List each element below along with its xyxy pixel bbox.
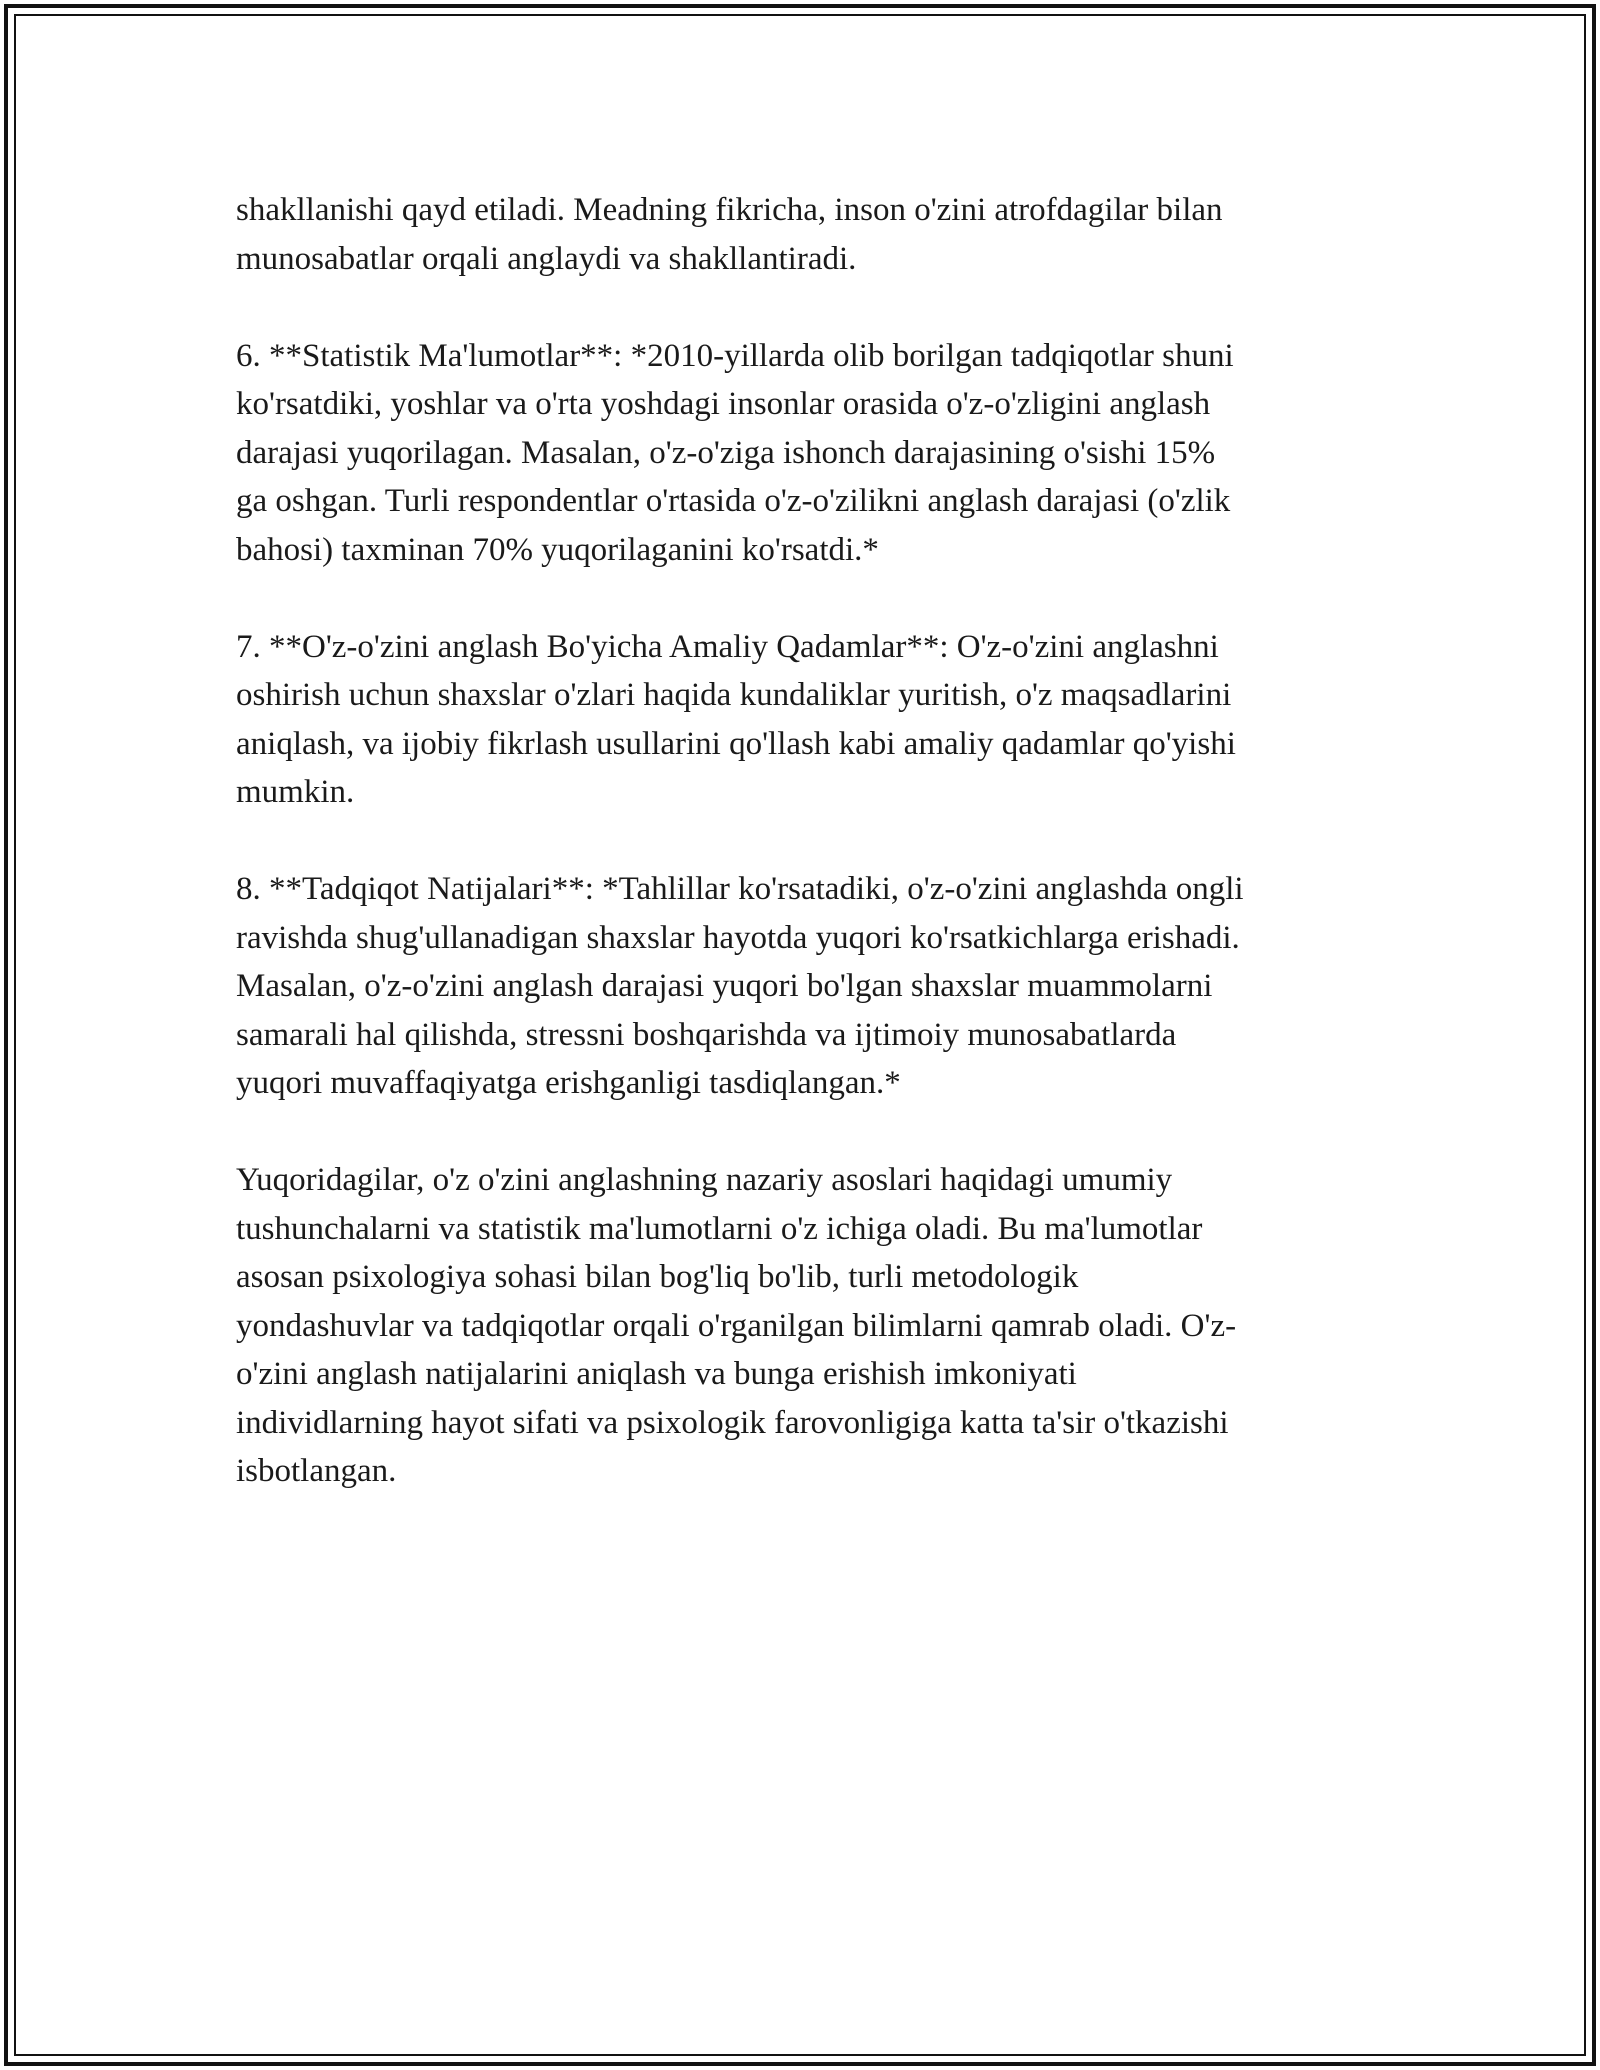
paragraph-research-results: 8. **Tadqiqot Natijalari**: *Tahlillar ko'rsatadiki, o'z-o'zini anglashda ongli ravishda shug'ullanadigan shaxslar hayotda yuqori ko'rsatkichlarga erishadi. Masalan, o'z-o'zini anglash darajasi yuqori bo'lgan shaxslar muammolarni samarali hal qilishda, stressni boshqarishda va ijtimoiy munosabatlarda yuqori muvaffaqiyatga erishganligi tasdiqlangan.*	[236, 871, 1244, 1101]
paragraph-practical-steps: 7. **O'z-o'zini anglash Bo'yicha Amaliy Qadamlar**: O'z-o'zini anglashni oshirish uchun shaxslar o'zlari haqida kundaliklar yuritish, o'z maqsadlarini aniqlash, va ijobiy fikrlash usullarini qo'llash kabi amaliy qadamlar qo'yishi mumkin.	[236, 628, 1236, 810]
paragraph-statistical-data: 6. **Statistik Ma'lumotlar**: *2010-yillarda olib borilgan tadqiqotlar shuni ko'rsatdiki, yoshlar va o'rta yoshdagi insonlar orasida o'z-o'zligini anglash darajasi yuqorilagan. Masalan, o'z-o'ziga ishonch darajasining o'sishi 15% ga oshgan. Turli respondentlar o'rtasida o'z-o'zilikni anglash darajasi (o'zlik bahosi) taxminan 70% yuqorilaganini ko'rsatdi.*	[236, 337, 1234, 568]
paragraph-continuation: shakllanishi qayd etiladi. Meadning fikricha, inson o'zini atrofdagilar bilan munosabatlar orqali anglaydi va shakllantiradi.	[236, 192, 1223, 277]
document-body	[236, 186, 1366, 1544]
paragraph-conclusion: Yuqoridagilar, o'z o'zini anglashning nazariy asoslari haqidagi umumiy tushunchalarni va statistik ma'lumotlarni o'z ichiga oladi. Bu ma'lumotlar asosan psixologiya sohasi bilan bog'liq bo'lib, turli metodologik yondashuvlar va tadqiqotlar orqali o'rganilgan bilimlarni qamrab oladi. O'z- o'zini anglash natijalarini aniqlash va bunga erishish imkoniyati individlarning hayot sifati va psixologik farovonligiga katta ta'sir o'tkazishi isbotlangan.	[236, 1162, 1237, 1489]
